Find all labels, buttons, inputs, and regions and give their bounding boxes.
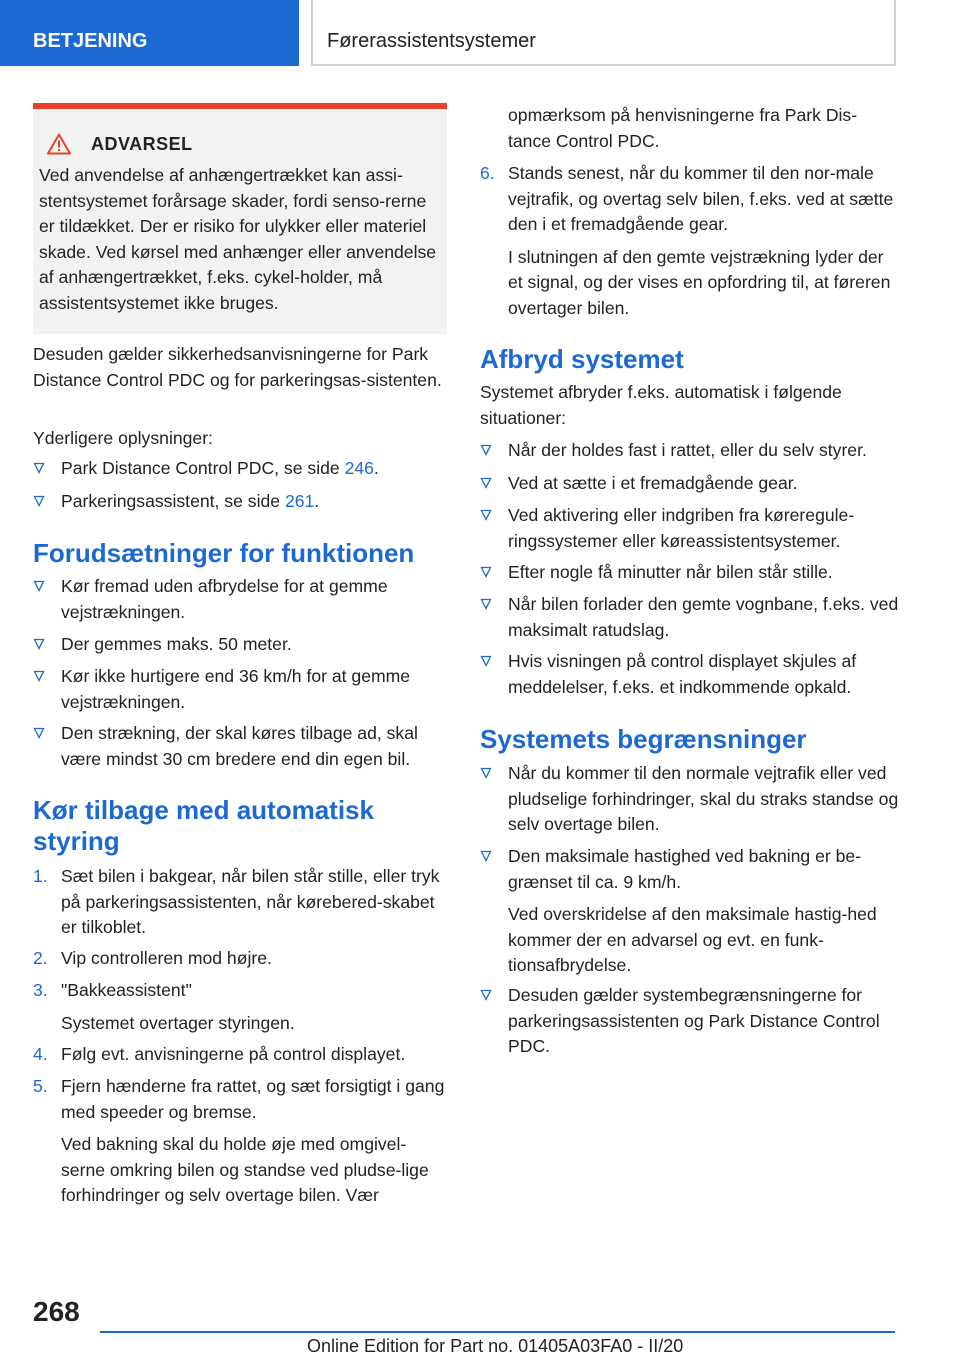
edition-text: Online Edition for Part no. 01405A03FA0 - II/20: [307, 1336, 684, 1356]
interrupt-item: [480, 592, 900, 643]
step-text: Følg evt. anvisningerne på control displayet.: [61, 1044, 406, 1064]
heading-limits: Systemets begrænsninger: [480, 724, 807, 754]
step-number: 1.: [33, 866, 48, 886]
page-header: [0, 0, 960, 66]
step-text: Stands senest, når du kommer til den nor-male vejtrafik, og overtag selv bilen, f.eks. ved at sætte den i et fremadgående gear.: [508, 163, 894, 235]
warning-title: ADVARSEL: [91, 133, 193, 154]
limit-text: Den maksimale hastighed ved bakning er be-grænset til ca. 9 km/h.: [508, 846, 862, 892]
bullet-triangle-icon: [480, 509, 492, 521]
step-item: [33, 864, 447, 941]
page-number: 268: [33, 1296, 80, 1327]
interrupt-text: Efter nogle få minutter når bilen står stille.: [508, 562, 833, 582]
bullet-triangle-icon: [480, 444, 492, 456]
step-text: opmærksom på henvisningerne fra Park Dis-tance Control PDC.: [508, 105, 858, 151]
reference-item: [33, 456, 447, 482]
page-link-261[interactable]: 261: [284, 491, 315, 511]
interrupt-item: [480, 503, 900, 554]
step-note: Systemet overtager styringen.: [61, 1012, 295, 1033]
bullet-triangle-icon: [480, 477, 492, 489]
chapter-title: Førerassistentsystemer: [311, 0, 896, 66]
prereq-item: [33, 664, 447, 715]
interrupt-intro: Systemet afbryder f.eks. automatisk i følgende situationer:: [480, 382, 842, 428]
warning-text: Ved anvendelse af anhængertrækket kan assi-stentsystemet forårsage skader, fordi senso-rerne er tildækket. Der er risiko for ulykker eller materiel skade. Ved kørsel med anhænger eller anvendelse af anhængertrækket, f.eks. cykel-holder, må assistentsystemet ikke bruges.: [39, 165, 437, 313]
reference-item: [33, 489, 447, 515]
step-number: 4.: [33, 1044, 48, 1064]
limit-item: [480, 761, 900, 838]
interrupt-text: Hvis visningen på control displayet skjules af meddelelser, f.eks. et indkommende opkald.: [508, 651, 857, 697]
reference-suffix: .: [314, 491, 320, 511]
limit-note: Ved overskridelse af den maksimale hastig-hed kommer der en advarsel og evt. en funk-tionsafbrydelse.: [508, 904, 877, 976]
interrupt-item: [480, 471, 900, 497]
step-text: "Bakkeassistent": [61, 980, 192, 1000]
interrupt-text: Når bilen forlader den gemte vognbane, f.eks. ved maksimalt ratudslag.: [508, 594, 899, 640]
section-tab: BETJENING: [0, 0, 299, 66]
warning-box: [33, 103, 447, 334]
interrupt-text: Ved aktivering eller indgriben fra køreregule-ringssystemer eller køreassistentsystemer.: [508, 505, 855, 551]
prereq-text: Den strækning, der skal køres tilbage ad, skal være mindst 30 cm bredere end din egen bil.: [61, 723, 418, 769]
limit-text: Desuden gælder systembegrænsningerne for parkeringsassistenten og Park Distance Control PDC.: [508, 985, 880, 1057]
bullet-triangle-icon: [33, 638, 45, 650]
prereq-item: [33, 632, 447, 658]
bullet-triangle-icon: [480, 598, 492, 610]
heading-prerequisites: Forudsætninger for funktionen: [33, 538, 415, 568]
step-note: I slutningen af den gemte vejstrækning lyder der et signal, og der vises en opfordring til, at føreren overtager bilen.: [508, 246, 891, 318]
bullet-triangle-icon: [33, 580, 45, 592]
page-link-246[interactable]: 246: [344, 458, 374, 478]
reference-text: Parkeringsassistent, se side: [61, 491, 285, 511]
step-continuation: [480, 103, 900, 154]
interrupt-item: [480, 560, 900, 586]
bullet-triangle-icon: [480, 989, 492, 1001]
heading-reverse: Kør tilbage med automatisk styring: [33, 795, 374, 856]
warning-triangle-icon: [47, 133, 71, 155]
bullet-triangle-icon: [480, 566, 492, 578]
step-number: 3.: [33, 980, 48, 1000]
step-item: [480, 161, 900, 322]
limit-item: [480, 983, 900, 1060]
bullet-triangle-icon: [480, 850, 492, 862]
bullet-triangle-icon: [33, 462, 45, 474]
prereq-text: Der gemmes maks. 50 meter.: [61, 634, 292, 654]
reference-suffix: .: [373, 458, 379, 478]
interrupt-text: Når der holdes fast i rattet, eller du selv styrer.: [508, 440, 867, 460]
limit-text: Når du kommer til den normale vejtrafik eller ved pludselige forhindringer, skal du straks standse og selv overtage bilen.: [508, 763, 899, 835]
step-item: [33, 946, 447, 972]
step-note: Ved bakning skal du holde øje med omgivel-serne omkring bilen og standse ved pludse-lige forhindringer og selv overtage bilen. Vær: [61, 1134, 429, 1206]
bullet-triangle-icon: [480, 655, 492, 667]
interrupt-item: [480, 649, 900, 700]
step-item: [33, 1042, 447, 1068]
bullet-triangle-icon: [33, 495, 45, 507]
limit-item: [480, 844, 900, 979]
step-item: [33, 1074, 447, 1209]
footer-divider: [100, 1331, 895, 1333]
interrupt-item: [480, 438, 900, 464]
prereq-text: Kør ikke hurtigere end 36 km/h for at gemme vejstrækningen.: [61, 666, 411, 712]
step-text: Sæt bilen i bakgear, når bilen står stille, eller tryk på parkeringsassistenten, når kørebered-skabet er tilkoblet.: [61, 866, 440, 938]
bullet-triangle-icon: [33, 670, 45, 682]
step-item: [33, 978, 447, 1036]
step-text: Vip controlleren mod højre.: [61, 948, 272, 968]
step-number: 5.: [33, 1076, 48, 1096]
interrupt-text: Ved at sætte i et fremadgående gear.: [508, 473, 798, 493]
step-number: 2.: [33, 948, 48, 968]
heading-interrupt: Afbryd systemet: [480, 344, 684, 374]
bullet-triangle-icon: [33, 727, 45, 739]
prereq-item: [33, 721, 447, 772]
step-text: Fjern hænderne fra rattet, og sæt forsigtigt i gang med speeder og bremse.: [61, 1076, 445, 1122]
step-number: 6.: [480, 163, 495, 183]
prereq-item: [33, 574, 447, 625]
more-info-label: Yderligere oplysninger:: [33, 428, 213, 448]
intro-paragraph: Desuden gælder sikkerhedsanvisningerne for Park Distance Control PDC og for parkeringsas-sistenten.: [33, 344, 442, 390]
prereq-text: Kør fremad uden afbrydelse for at gemme vejstrækningen.: [61, 576, 388, 622]
warning-header: [39, 133, 439, 155]
reference-text: Park Distance Control PDC, se side: [61, 458, 345, 478]
bullet-triangle-icon: [480, 767, 492, 779]
